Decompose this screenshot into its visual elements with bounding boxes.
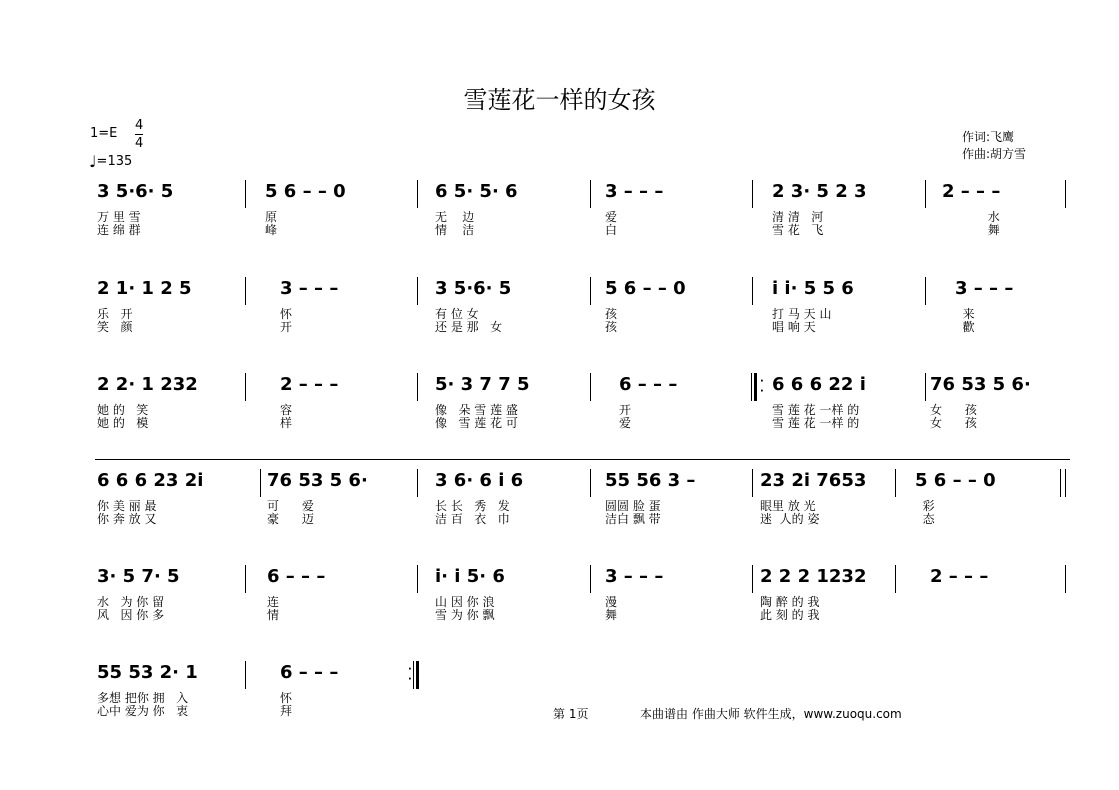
lyric-verse-1: 山 因 你 浪 [435,595,495,609]
lyric-verse-2: 心中 爱为 你 衷 [97,704,189,718]
lyric-verse-1: 你 美 丽 最 [97,499,157,513]
generator-credit: 本曲谱由 作曲大师 软件生成，www.zuoqu.com [640,707,902,721]
repeat-end-barline [413,661,414,689]
tempo-value: =135 [96,154,133,169]
measure [603,555,753,645]
lyric-verse-2: 舞 [605,608,618,622]
lyric-verse-1: 圆圆 脸 蛋 [605,499,661,513]
lyric-verse-2: 拜 [280,704,293,718]
measure-notes: 3 – – – [605,566,664,587]
lyric-verse-1: 来 [955,307,975,321]
measure-notes: 6 – – – [280,662,339,683]
lyric-verse-1: 陶 醉 的 我 [760,595,820,609]
score-row-1 [95,170,1070,260]
repeat-start-barline [754,373,757,401]
lyric-verse-1: 漫 [605,595,618,609]
measure-notes: 2 1· 1 2 5 [97,278,192,299]
measure-notes: 6 – – – [267,566,326,587]
time-signature [135,117,143,152]
measure [940,170,1065,260]
tempo-marking [89,152,132,171]
lyric-verse-2: 连 绵 群 [97,223,141,237]
measure [617,363,747,453]
measure [928,555,1058,645]
measure-notes: 5 6 – – 0 [605,278,686,299]
measure-notes: 2 3· 5 2 3 [772,181,867,202]
barline [590,277,591,305]
page-number: 第 1页 [553,707,589,721]
lyric-verse-2: 唱 响 天 [772,320,816,334]
measure [433,459,583,549]
lyric-verse-1: 眼里 放 光 [760,499,816,513]
lyric-verse-1: 女 孩 [930,403,977,417]
score-row-3 [95,363,1070,453]
lyric-verse-2: 此 刻 的 我 [760,608,820,622]
lyric-verse-1: 无 边 [435,210,475,224]
measure-notes: 5· 3 7 7 5 [435,374,530,395]
measure-notes: i i· 5 5 6 [772,278,854,299]
measure [770,170,920,260]
lyric-verse-1: 原 [265,210,278,224]
measure [433,170,583,260]
lyric-verse-1: 雪 莲 花 一样 的 [772,403,860,417]
final-barline [416,661,419,689]
lyric-verse-2: 态 [915,512,935,526]
measure-notes: 5 6 – – 0 [915,470,996,491]
measure [95,651,245,741]
measure [433,267,583,357]
barline [417,373,418,401]
score-row-4 [95,459,1070,549]
lyric-verse-1: 乐 开 [97,307,133,321]
measure [603,267,753,357]
measure-notes: 2 2· 1 232 [97,374,198,395]
time-signature-bottom: 4 [135,136,144,151]
measure [278,651,408,741]
barline [417,469,418,497]
lyric-verse-2: 样 [280,416,293,430]
barline [417,180,418,208]
key-signature: 1=E [90,126,118,141]
measure-notes: 3 5·6· 5 [435,278,512,299]
lyric-verse-1: 容 [280,403,293,417]
lyric-verse-1: 彩 [915,499,935,513]
lyric-verse-2: 迷 人的 姿 [760,512,820,526]
lyric-verse-1: 连 [267,595,280,609]
lyric-verse-1: 打 马 天 山 [772,307,832,321]
measure-notes: 6 5· 5· 6 [435,181,518,202]
measure-notes: 3 – – – [955,278,1014,299]
measure-notes: 2 – – – [942,181,1001,202]
measure [928,363,1065,453]
lyric-verse-2: 情 洁 [435,223,475,237]
lyric-verse-2: 歡 [955,320,975,334]
lyric-verse-2: 雪 花 飞 [772,223,824,237]
measure-notes: 3 – – – [280,278,339,299]
measure-notes: 3 5·6· 5 [97,181,174,202]
song-title: 雪莲花一样的女孩 [463,86,656,114]
measure [278,267,408,357]
measure-notes: i· i 5· 6 [435,566,505,587]
lyric-verse-1: 多想 把你 拥 入 [97,691,189,705]
measure [95,170,245,260]
lyric-verse-2: 风 因 你 多 [97,608,165,622]
measure-notes: 2 – – – [280,374,339,395]
barline [245,373,246,401]
measure [758,555,893,645]
barline [590,469,591,497]
measure [95,363,245,453]
barline [752,565,753,593]
barline [752,469,753,497]
barline [1065,565,1066,593]
measure [603,459,748,549]
score-row-2 [95,267,1070,357]
measure-notes: 2 2 2 1232 [760,566,867,587]
measure-notes: 3· 5 7· 5 [97,566,180,587]
measure-notes: 76 53 5 6· [930,374,1031,395]
measure [770,363,920,453]
lyric-verse-1: 长 长 秀 发 [435,499,510,513]
lyric-verse-2: 笑 颜 [97,320,133,334]
lyric-verse-2: 白 [605,223,618,237]
measure [263,170,413,260]
measure [953,267,1065,357]
lyric-verse-1: 清 清 河 [772,210,824,224]
composer-credit: 作曲:胡方雪 [962,147,1027,161]
measure-notes: 23 2i 7653 [760,470,867,491]
lyric-verse-1: 可 爱 [267,499,314,513]
measure [265,459,415,549]
lyric-verse-2: 峰 [265,223,278,237]
score-row-6 [95,651,420,741]
lyric-verse-2: 洁 百 衣 巾 [435,512,510,526]
barline [925,277,926,305]
time-signature-top: 4 [135,118,144,133]
barline [417,565,418,593]
barline [590,565,591,593]
measure [603,170,753,260]
lyric-verse-2: 雪 为 你 飘 [435,608,495,622]
double-barline [1065,469,1066,497]
barline [590,180,591,208]
lyric-verse-2: 孩 [605,320,618,334]
lyric-verse-2: 洁白 飘 带 [605,512,661,526]
barline [752,180,753,208]
score-row-5 [95,555,1070,645]
barline [417,277,418,305]
measure [278,363,408,453]
measure [95,459,260,549]
measure [433,555,583,645]
lyric-verse-1: 有 位 女 [435,307,479,321]
lyric-verse-2: 还 是 那 女 [435,320,503,334]
barline [1060,469,1061,497]
barline [245,661,246,689]
repeat-dots: · · [760,376,764,397]
lyric-verse-1: 万 里 雪 [97,210,141,224]
barline [895,565,896,593]
lyric-verse-2: 女 孩 [930,416,977,430]
lyric-verse-2: 开 [280,320,293,334]
measure-notes: 76 53 5 6· [267,470,368,491]
barline [245,180,246,208]
lyric-verse-2: 雪 莲 花 一样 的 [772,416,860,430]
measure [95,555,245,645]
measure [433,363,583,453]
measure-notes: 55 56 3 – [605,470,696,491]
barline [751,373,752,401]
lyric-verse-1: 孩 [605,307,618,321]
measure-notes: 6 6 6 23 2i [97,470,204,491]
barline [590,373,591,401]
lyric-verse-1: 开 [619,403,632,417]
measure-notes: 3 6· 6 i 6 [435,470,524,491]
measure-notes: 2 – – – [930,566,989,587]
quarter-note-icon: ♩ [89,152,97,171]
measure-notes: 5 6 – – 0 [265,181,346,202]
measure-notes: 6 – – – [619,374,678,395]
barline [925,373,926,401]
measure [95,267,245,357]
measure-notes: 3 – – – [605,181,664,202]
lyric-verse-1: 水 [942,210,1000,224]
lyric-verse-2: 情 [267,608,280,622]
lyric-verse-2: 爱 [619,416,632,430]
barline [895,469,896,497]
measure [758,459,893,549]
measure-notes: 55 53 2· 1 [97,662,198,683]
measure [770,267,920,357]
lyric-verse-2: 她 的 模 [97,416,149,430]
barline [925,180,926,208]
lyric-verse-2: 你 奔 放 又 [97,512,157,526]
measure [265,555,410,645]
lyric-verse-1: 怀 [280,691,293,705]
lyric-verse-2: 豪 迈 [267,512,314,526]
lyric-verse-2: 像 雪 莲 花 可 [435,416,518,430]
lyric-verse-2: 舞 [942,223,1000,237]
lyricist-credit: 作词:飞鹰 [962,130,1015,144]
lyric-verse-1: 像 朵 雪 莲 盛 [435,403,518,417]
barline [1065,180,1066,208]
barline [752,277,753,305]
lyric-verse-1: 爱 [605,210,618,224]
lyric-verse-1: 水 为 你 留 [97,595,165,609]
lyric-verse-1: 她 的 笑 [97,403,149,417]
lyric-verse-1: 怀 [280,307,293,321]
barline [260,469,261,497]
repeat-dots: · · [408,664,412,685]
measure [913,459,1053,549]
barline [245,277,246,305]
barline [245,565,246,593]
measure-notes: 6 6 6 22 i [772,374,866,395]
